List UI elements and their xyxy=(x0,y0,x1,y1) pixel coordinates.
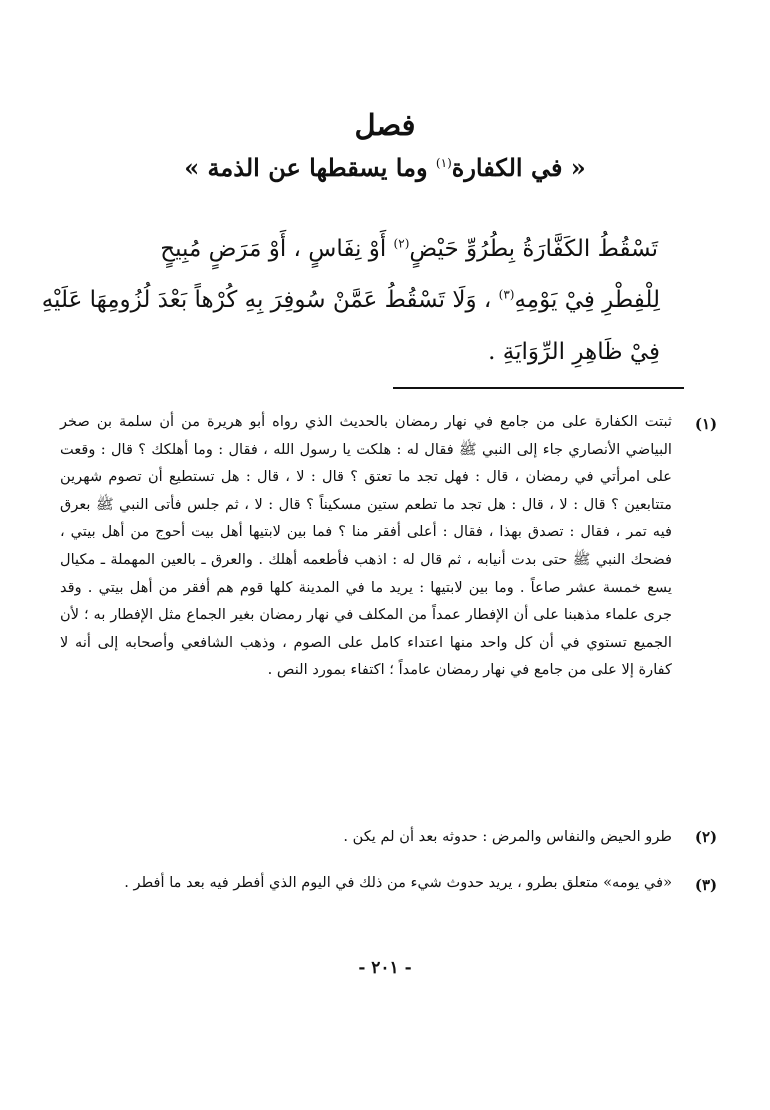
main-text-line-2a: لِلْفِطْرِ فِيْ يَوْمِهِ xyxy=(514,287,660,313)
footnote-number-2: (٢) xyxy=(694,828,718,846)
footnote-text-3: «في يومه» متعلق بطرو ، يريد حدوث شيء من ذلك في اليوم الذي أفطر فيه بعد ما أفطر . xyxy=(124,874,672,891)
subtitle-open-quote: « xyxy=(570,153,586,182)
main-text-line-3: فِيْ ظَاهِرِ الرِّوَايَةِ . xyxy=(488,339,660,365)
footnote-ref-1[interactable]: (١) xyxy=(435,156,452,170)
footnote-separator xyxy=(393,387,684,389)
main-text-line-1b: أَوْ نِفَاسٍ ، أَوْ مَرَضٍ مُبِيحٍ xyxy=(160,236,387,262)
subtitle-part-a: في الكفارة xyxy=(451,153,563,182)
section-subtitle xyxy=(0,153,770,182)
footnote-ref-3[interactable]: (٣) xyxy=(498,287,515,302)
footnote-text-1: ثبتت الكفارة على من جامع في نهار رمضان بالحديث الذي رواه أبو هريرة من أن سلمة بن صخر البياضي الأنصاري جاء إلى النبي ﷺ فقال له : هلكت يا رسول الله ، فقال : وما أهلكك ؟ قال : وقعت على امرأتي في رمضان ، قال : فهل تجد ما تعتق ؟ قال : لا ، قال : هل تستطيع أن تصوم شهرين متتابعين ؟ قال : لا ، قال : هل تجد ما تطعم ستين مسكيناً ؟ قال : لا ، ثم جلس فأتى النبي ﷺ بعرق فيه تمر ، فقال : تصدق بهذا ، فقال : أعلى أفقر منا ؟ فما بين لابتيها أهل بيت أحوج من أهل بيتي ، فضحك النبي ﷺ حتى بدت أنيابه ، ثم قال له : اذهب فأطعمه أهلك . والعرق ـ بالعين المهملة ـ مكيال يسع خمسة عشر صاعاً . وما بين لابتيها : يريد ما في المدينة كلها قوم هم أفقر من أهل بيتي . وقد جرى علماء مذهبنا على أن الإفطار عمداً من المكلف في نهار رمضان بغير الجماع مثل الإفطار به ؛ لأن الجميع تستوي في أن كل واحد منها اعتداء كامل على الصوم ، وذهب الشافعي وأصحابه إلى أنه لا كفارة إلا على من جامع في نهار رمضان عامداً ؛ اكتفاء بمورد النص . xyxy=(60,413,672,679)
main-text-line-1a: تَسْقُطُ الكَفَّارَةُ بِطُرُوِّ حَيْضٍ xyxy=(409,236,658,262)
footnote-text-2: طرو الحيض والنفاس والمرض : حدوثه بعد أن لم يكن . xyxy=(343,828,672,845)
main-text-line-2 xyxy=(41,287,660,313)
page-number: - ٢٠١ - xyxy=(358,958,412,978)
footnote-ref-2[interactable]: (٢) xyxy=(393,236,410,251)
footnote-number-3: (٣) xyxy=(694,876,718,894)
subtitle-part-b: وما يسقطها عن الذمة xyxy=(207,153,428,182)
main-text-line-1 xyxy=(58,236,658,262)
footnote-number-1: (١) xyxy=(694,415,718,433)
subtitle-close-quote: » xyxy=(184,153,200,182)
section-title: فصل xyxy=(354,108,416,142)
main-text-line-2b: ، وَلَا تَسْقُطُ عَمَّنْ سُوفِرَ بِهِ كُرْهاً بَعْدَ لُزُومِهَا عَلَيْهِ xyxy=(41,287,492,313)
